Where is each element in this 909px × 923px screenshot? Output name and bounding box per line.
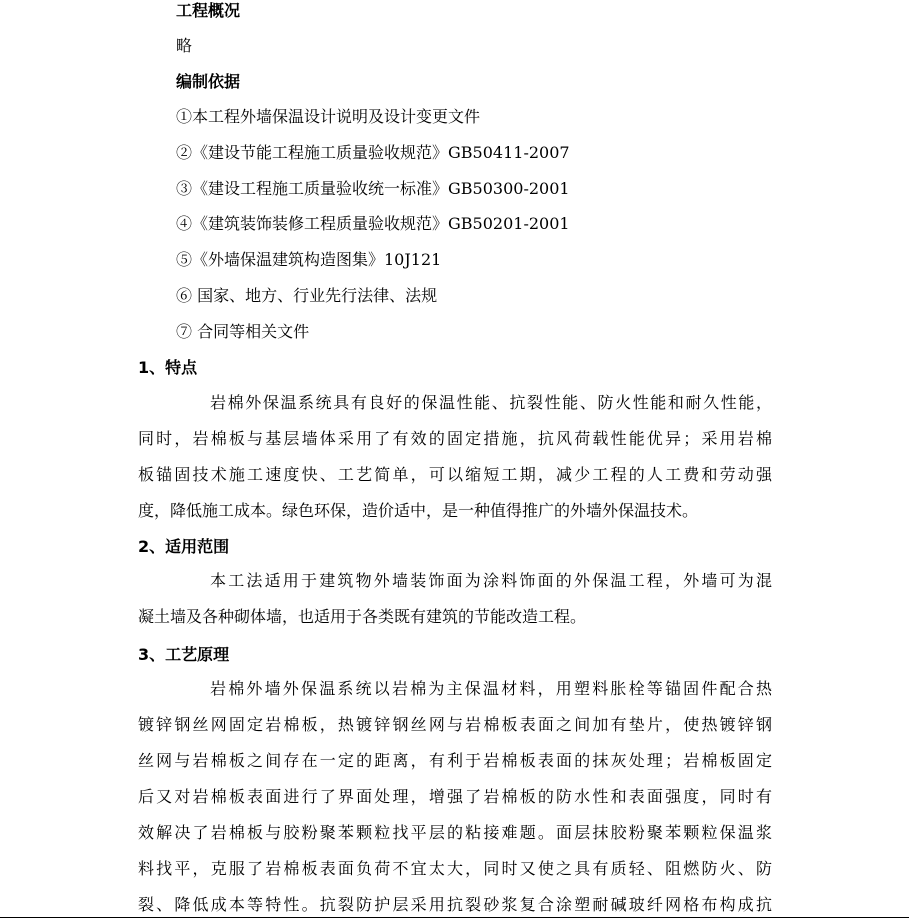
section-heading-features: 1、特点 (138, 358, 198, 377)
paragraph-line: 度，降低施工成本。绿色环保，造价适中，是一种值得推广的外墙外保温技术。 (138, 501, 699, 520)
paragraph-line: 后又对岩棉板表面进行了界面处理，增强了岩棉板的防水性和表面强度，同时有 (138, 787, 772, 806)
section-heading-principle: 3、工艺原理 (138, 645, 230, 664)
scope-paragraph (138, 563, 772, 635)
paragraph-line: 镀锌钢丝网固定岩棉板，热镀锌钢丝网与岩棉板表面之间加有垫片，使热镀锌钢 (138, 715, 772, 734)
paragraph-line: 岩棉外保温系统具有良好的保温性能、抗裂性能、防火性能和耐久性能， (210, 393, 772, 412)
section-heading-basis: 编制依据 (176, 72, 241, 91)
principle-paragraph (138, 671, 772, 923)
section-heading-overview: 工程概况 (176, 1, 241, 20)
basis-item: ②《建设节能工程施工质量验收规范》GB50411-2007 (176, 143, 570, 162)
overview-body: 略 (176, 36, 193, 55)
paragraph-line: 凝土墙及各种砌体墙，也适用于各类既有建筑的节能改造工程。 (138, 607, 587, 626)
basis-item: ③《建设工程施工质量验收统一标准》GB50300-2001 (176, 179, 570, 198)
basis-item: ⑦ 合同等相关文件 (176, 322, 310, 341)
basis-item: ⑤《外墙保温建筑构造图集》10J121 (176, 250, 442, 269)
paragraph-line: 板锚固技术施工速度快、工艺简单，可以缩短工期，减少工程的人工费和劳动强 (138, 465, 772, 484)
basis-item: ④《建筑装饰装修工程质量验收规范》GB50201-2001 (176, 214, 570, 233)
paragraph-line: 料找平，克服了岩棉板表面负荷不宜太大，同时又使之具有质轻、阻燃防火、防 (138, 859, 772, 878)
basis-item: ①本工程外墙保温设计说明及设计变更文件 (176, 107, 481, 126)
section-heading-scope: 2、适用范围 (138, 537, 230, 556)
paragraph-line: 效解决了岩棉板与胶粉聚苯颗粒找平层的粘接难题。面层抹胶粉聚苯颗粒保温浆 (138, 823, 772, 842)
paragraph-line: 同时，岩棉板与基层墙体采用了有效的固定措施，抗风荷载性能优异；采用岩棉 (138, 429, 772, 448)
paragraph-line: 本工法适用于建筑物外墙装饰面为涂料饰面的外保温工程，外墙可为混 (210, 571, 772, 590)
page-bottom-border (0, 917, 909, 918)
paragraph-line: 裂、降低成本等特性。抗裂防护层采用抗裂砂浆复合涂塑耐碱玻纤网格布构成抗 (138, 895, 772, 914)
basis-item: ⑥ 国家、地方、行业先行法律、法规 (176, 286, 438, 305)
paragraph-line: 岩棉外墙外保温系统以岩棉为主保温材料，用塑料胀栓等锚固件配合热 (210, 679, 772, 698)
features-paragraph (138, 385, 772, 529)
paragraph-line: 丝网与岩棉板之间存在一定的距离，有利于岩棉板表面的抹灰处理；岩棉板固定 (138, 751, 772, 770)
